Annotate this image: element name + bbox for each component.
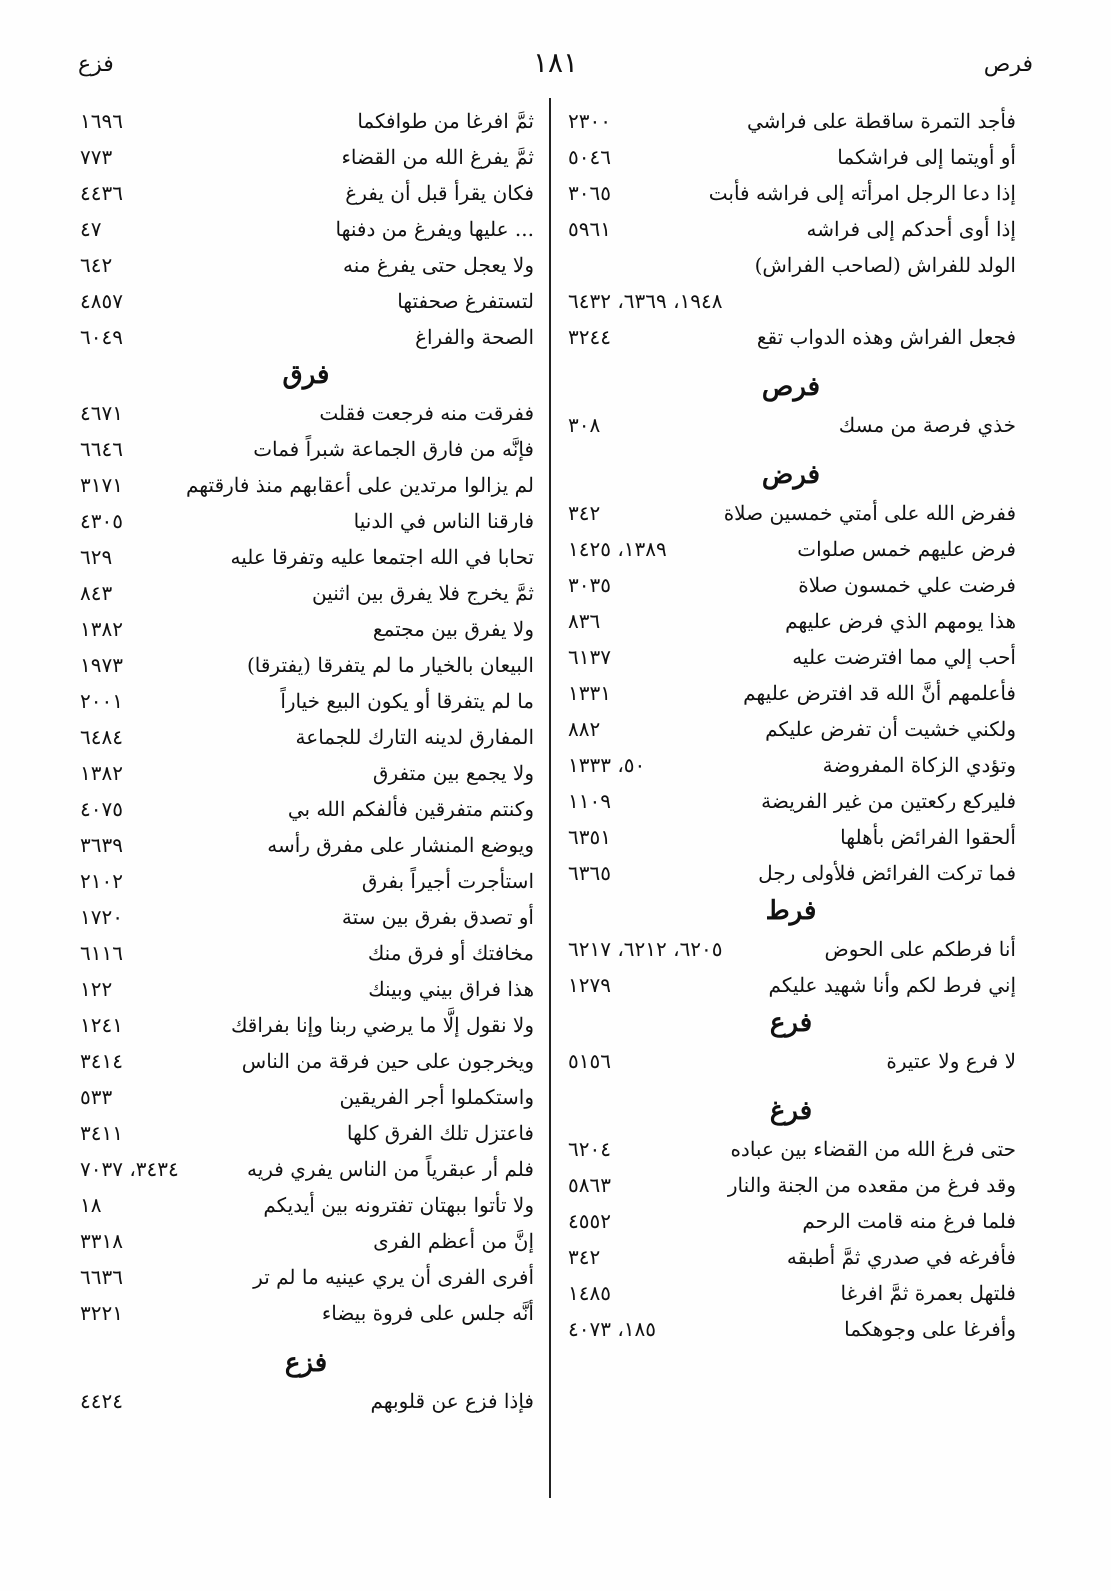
entry-reference: ٦١٣٧ bbox=[568, 645, 611, 669]
running-head-right: فرص bbox=[983, 52, 1033, 77]
entry-text: لم يزالوا مرتدين على أعقابهم منذ فارقتهم bbox=[186, 473, 534, 497]
entry-text: ولا نقول إلَّا ما يرضي ربنا وإنا بفراقك bbox=[230, 1013, 534, 1037]
entry-reference: ١٩٤٨، ٦٣٦٩، ٦٤٣٢ bbox=[568, 289, 723, 313]
entry-reference: ٦٣٦٥ bbox=[568, 861, 611, 885]
entry-reference: ٦٤٨٤ bbox=[80, 725, 123, 749]
entry-text: ولا يجمع بين متفرق bbox=[372, 761, 534, 785]
entry-reference: ٤٧ bbox=[80, 217, 102, 241]
left-column bbox=[78, 103, 534, 1419]
entry-reference: ٣٠٣٥ bbox=[568, 573, 611, 597]
index-entry bbox=[566, 283, 1016, 319]
entry-text: إنَّ من أعظم الفرى bbox=[373, 1229, 534, 1253]
entry-reference: ٣٣١٨ bbox=[80, 1229, 123, 1253]
entry-reference: ٣٤٢ bbox=[568, 1245, 601, 1269]
entry-text: هذا يومهم الذي فرض عليهم bbox=[785, 609, 1016, 633]
entry-reference: ١٣٨٢ bbox=[80, 617, 123, 641]
entry-reference: ١٦٩٦ bbox=[80, 109, 123, 133]
index-entry bbox=[566, 139, 1016, 175]
index-entry bbox=[78, 1295, 534, 1331]
index-entry bbox=[78, 575, 534, 611]
entry-text: ولا تأتوا ببهتان تفترونه بين أيديكم bbox=[263, 1193, 534, 1217]
right-column bbox=[566, 103, 1016, 1347]
entries-fors bbox=[566, 407, 1016, 443]
entry-text: فرضت علي خمسون صلاة bbox=[798, 573, 1016, 597]
index-entry bbox=[566, 211, 1016, 247]
entry-reference: ٨٤٣ bbox=[80, 581, 113, 605]
entry-text: أو أويتما إلى فراشكما bbox=[837, 145, 1016, 169]
entry-reference: ٤٦٧١ bbox=[80, 401, 123, 425]
section-heading: فرط bbox=[765, 896, 817, 926]
entries-far bbox=[566, 1043, 1016, 1079]
index-entry bbox=[566, 531, 1016, 567]
entry-text: حتى فرغ الله من القضاء بين عباده bbox=[730, 1137, 1016, 1161]
entry-reference: ٦٢٩ bbox=[80, 545, 113, 569]
entry-text: فجعل الفراش وهذه الدواب تقع bbox=[756, 325, 1016, 349]
entry-text: خذي فرصة من مسك bbox=[838, 413, 1016, 437]
entry-reference: ١٧٢٠ bbox=[80, 905, 123, 929]
section-heading: فرض bbox=[761, 460, 821, 490]
entry-reference: ١٤٨٥ bbox=[568, 1281, 611, 1305]
index-entry bbox=[78, 1079, 534, 1115]
entry-text: ... عليها ويفرغ من دفنها bbox=[335, 217, 534, 241]
entry-text: إني فرط لكم وأنا شهيد عليكم bbox=[768, 973, 1016, 997]
entry-reference: ١٣٣١ bbox=[568, 681, 611, 705]
index-entry bbox=[78, 1115, 534, 1151]
entry-text: فأجد التمرة ساقطة على فراشي bbox=[746, 109, 1016, 133]
index-entry bbox=[78, 539, 534, 575]
running-head-left: فزع bbox=[78, 52, 114, 77]
entry-text: فرض عليهم خمس صلوات bbox=[797, 537, 1016, 561]
entry-text: فأفرغه في صدري ثمَّ أطبقه bbox=[786, 1245, 1016, 1269]
index-entry bbox=[78, 647, 534, 683]
entry-reference: ٦١١٦ bbox=[80, 941, 123, 965]
entry-text: واستكملوا أجر الفريقين bbox=[339, 1085, 534, 1109]
index-entry bbox=[566, 1275, 1016, 1311]
index-entry bbox=[78, 935, 534, 971]
index-entry bbox=[78, 1007, 534, 1043]
index-entry bbox=[566, 855, 1016, 891]
index-entry bbox=[78, 103, 534, 139]
entry-text: ولا يعجل حتى يفرغ منه bbox=[343, 253, 534, 277]
index-entry bbox=[566, 1239, 1016, 1275]
index-entry bbox=[566, 1043, 1016, 1079]
entry-reference: ٣٤٣٤، ٧٠٣٧ bbox=[80, 1157, 179, 1181]
index-entry bbox=[566, 783, 1016, 819]
entry-text: وتؤدي الزكاة المفروضة bbox=[822, 753, 1016, 777]
index-entry bbox=[78, 319, 534, 355]
entry-reference: ١٢٧٩ bbox=[568, 973, 611, 997]
index-entry bbox=[566, 567, 1016, 603]
entry-reference: ٣١٧١ bbox=[80, 473, 123, 497]
index-entry bbox=[566, 175, 1016, 211]
entry-text: فأعلمهم أنَّ الله قد افترض عليهم bbox=[743, 681, 1016, 705]
entry-text: ولا يفرق بين مجتمع bbox=[372, 617, 534, 641]
entry-text: البيعان بالخيار ما لم يتفرقا (يفترقا) bbox=[246, 653, 534, 677]
entry-text: ثمَّ يخرج فلا يفرق بين اثنين bbox=[311, 581, 534, 605]
entry-text: إذا دعا الرجل امرأته إلى فراشه فأبت bbox=[708, 181, 1016, 205]
entry-text: هذا فراق بيني وبينك bbox=[368, 977, 534, 1001]
entry-text: أفرى الفرى أن يري عينيه ما لم تر bbox=[253, 1265, 534, 1289]
entry-text: فاعتزل تلك الفرق كلها bbox=[346, 1121, 534, 1145]
entry-text: تحابا في الله اجتمعا عليه وتفرقا عليه bbox=[230, 545, 534, 569]
entry-text: إذا أوى أحدكم إلى فراشه bbox=[806, 217, 1016, 241]
index-entry bbox=[566, 747, 1016, 783]
index-entry bbox=[78, 791, 534, 827]
index-entry bbox=[78, 211, 534, 247]
entries-farag-cont bbox=[78, 103, 534, 355]
entry-reference: ٦٢٠٥، ٦٢١٢، ٦٢١٧ bbox=[568, 937, 723, 961]
index-entry bbox=[78, 139, 534, 175]
entry-text: المفارق لدينه التارك للجماعة bbox=[295, 725, 534, 749]
entries-fart bbox=[566, 931, 1016, 1003]
index-entry bbox=[566, 103, 1016, 139]
entry-reference: ٦٠٤٩ bbox=[80, 325, 123, 349]
entry-reference: ٥١٥٦ bbox=[568, 1049, 611, 1073]
entry-text: فلما فرغ منه قامت الرحم bbox=[802, 1209, 1016, 1233]
entry-reference: ٧٧٣ bbox=[80, 145, 113, 169]
entry-reference: ٦٦٤٦ bbox=[80, 437, 123, 461]
entry-reference: ٢٣٠٠ bbox=[568, 109, 611, 133]
index-entry bbox=[78, 683, 534, 719]
entry-text: فما تركت الفرائض فلأولى رجل bbox=[758, 861, 1016, 885]
entry-reference: ٦٢٠٤ bbox=[568, 1137, 611, 1161]
entry-text: وكنتم متفرقين فألفكم الله بي bbox=[287, 797, 534, 821]
index-entry bbox=[78, 1383, 534, 1419]
index-entry bbox=[78, 719, 534, 755]
entry-reference: ٦٤٢ bbox=[80, 253, 113, 277]
entry-reference: ٢٠٠١ bbox=[80, 689, 123, 713]
index-entry bbox=[566, 1311, 1016, 1347]
index-entry bbox=[566, 967, 1016, 1003]
entry-reference: ٥٠٤٦ bbox=[568, 145, 611, 169]
entries-faza bbox=[78, 1383, 534, 1419]
entry-text: ويوضع المنشار على مفرق رأسه bbox=[267, 833, 534, 857]
page-number: ١٨١ bbox=[532, 46, 579, 79]
column-divider bbox=[549, 98, 551, 1498]
entry-text: فكان يقرأ قبل أن يفرغ bbox=[345, 181, 534, 205]
index-entry bbox=[566, 603, 1016, 639]
index-entry bbox=[78, 611, 534, 647]
index-entry bbox=[566, 407, 1016, 443]
index-entry bbox=[78, 755, 534, 791]
entry-reference: ٤٤٣٦ bbox=[80, 181, 123, 205]
entry-reference: ١٢٤١ bbox=[80, 1013, 123, 1037]
entry-reference: ٤٨٥٧ bbox=[80, 289, 123, 313]
entry-reference: ٣٤٢ bbox=[568, 501, 601, 525]
index-entry bbox=[78, 467, 534, 503]
entries-fard bbox=[566, 495, 1016, 891]
entry-reference: ١٢٢ bbox=[80, 977, 113, 1001]
index-entry bbox=[566, 931, 1016, 967]
entry-text: فإذا فزع عن قلوبهم bbox=[370, 1389, 534, 1413]
index-entry bbox=[566, 247, 1016, 283]
index-entry bbox=[78, 247, 534, 283]
entry-reference: ١٨٥، ٤٠٧٣ bbox=[568, 1317, 657, 1341]
entry-reference: ٥٩٦١ bbox=[568, 217, 611, 241]
index-entry bbox=[566, 1203, 1016, 1239]
index-entry bbox=[78, 283, 534, 319]
section-heading: فرع bbox=[769, 1008, 813, 1038]
index-entry bbox=[78, 175, 534, 211]
entries-farag bbox=[566, 1131, 1016, 1347]
entry-reference: ٣٤١٤ bbox=[80, 1049, 123, 1073]
index-entry bbox=[566, 639, 1016, 675]
index-entry bbox=[78, 863, 534, 899]
entry-text: استأجرت أجيراً بفرق bbox=[361, 869, 534, 893]
index-entry bbox=[78, 503, 534, 539]
index-entry bbox=[78, 1259, 534, 1295]
entry-text: ما لم يتفرقا أو يكون البيع خياراً bbox=[280, 689, 534, 713]
entry-reference: ١١٠٩ bbox=[568, 789, 611, 813]
entry-text: ولكني خشيت أن تفرض عليكم bbox=[765, 717, 1016, 741]
index-entry bbox=[78, 899, 534, 935]
entry-reference: ٣٢٤٤ bbox=[568, 325, 611, 349]
entry-reference: ٥٨٦٣ bbox=[568, 1173, 611, 1197]
index-entry bbox=[566, 495, 1016, 531]
entry-text: أحب إلي مما افترضت عليه bbox=[792, 645, 1016, 669]
index-entry bbox=[78, 1187, 534, 1223]
entries-farq bbox=[78, 395, 534, 1331]
entry-text: ففرقت منه فرجعت فقلت bbox=[319, 401, 534, 425]
entry-text: ثمَّ يفرغ الله من القضاء bbox=[341, 145, 534, 169]
entry-text: وقد فرغ من مقعده من الجنة والنار bbox=[727, 1173, 1016, 1197]
entry-reference: ٨٨٢ bbox=[568, 717, 601, 741]
entry-reference: ٥٣٣ bbox=[80, 1085, 113, 1109]
entry-reference: ١٣٨٢ bbox=[80, 761, 123, 785]
entry-text: أنَّه جلس على فروة بيضاء bbox=[321, 1301, 534, 1325]
entry-text: الصحة والفراغ bbox=[415, 325, 534, 349]
index-entry bbox=[566, 711, 1016, 747]
section-heading: فزع bbox=[284, 1348, 328, 1378]
entry-reference: ٦٦٣٦ bbox=[80, 1265, 123, 1289]
entry-text: الولد للفراش (لصاحب الفراش) bbox=[754, 253, 1016, 277]
index-entry bbox=[566, 1167, 1016, 1203]
entry-text: فإنَّه من فارق الجماعة شبراً فمات bbox=[253, 437, 534, 461]
entry-text: ألحقوا الفرائض بأهلها bbox=[840, 825, 1016, 849]
index-entry bbox=[78, 1223, 534, 1259]
entry-text: فلتهل بعمرة ثمَّ افرغا bbox=[840, 1281, 1016, 1305]
section-heading: فرص bbox=[761, 372, 821, 402]
entry-reference: ٣٦٣٩ bbox=[80, 833, 123, 857]
index-entry bbox=[78, 971, 534, 1007]
entry-text: لا فرع ولا عتيرة bbox=[886, 1049, 1016, 1073]
entry-text: فليركع ركعتين من غير الفريضة bbox=[761, 789, 1016, 813]
entry-reference: ٦٣٥١ bbox=[568, 825, 611, 849]
entry-reference: ٤٤٢٤ bbox=[80, 1389, 123, 1413]
entry-text: ففرض الله على أمتي خمسين صلاة bbox=[723, 501, 1016, 525]
entry-reference: ٥٠، ١٣٣٣ bbox=[568, 753, 646, 777]
entry-reference: ٣٠٨ bbox=[568, 413, 601, 437]
section-heading: فرق bbox=[282, 360, 330, 390]
entry-reference: ٢١٠٢ bbox=[80, 869, 123, 893]
index-entry bbox=[78, 1151, 534, 1187]
entry-reference: ٣٠٦٥ bbox=[568, 181, 611, 205]
entry-reference: ٤٣٠٥ bbox=[80, 509, 123, 533]
index-entry bbox=[566, 819, 1016, 855]
entry-text: مخافتك أو فرق منك bbox=[367, 941, 534, 965]
entry-text: أنا فرطكم على الحوض bbox=[824, 937, 1016, 961]
index-entry bbox=[566, 1131, 1016, 1167]
index-entry bbox=[78, 1043, 534, 1079]
section-heading: فرغ bbox=[769, 1096, 813, 1126]
entry-reference: ٣٢٢١ bbox=[80, 1301, 123, 1325]
entry-reference: ٨٣٦ bbox=[568, 609, 601, 633]
entry-reference: ٣٤١١ bbox=[80, 1121, 123, 1145]
entry-text: أو تصدق بفرق بين ستة bbox=[341, 905, 534, 929]
entry-text: ويخرجون على حين فرقة من الناس bbox=[241, 1049, 534, 1073]
index-entry bbox=[78, 827, 534, 863]
entry-text: فارقنا الناس في الدنيا bbox=[353, 509, 534, 533]
entry-text: لتستفرغ صحفتها bbox=[397, 289, 534, 313]
index-entry bbox=[566, 675, 1016, 711]
entry-reference: ١٩٧٣ bbox=[80, 653, 123, 677]
index-entry bbox=[566, 319, 1016, 355]
entry-text: وأفرغا على وجوهكما bbox=[844, 1317, 1016, 1341]
entry-text: فلم أر عبقرياً من الناس يفري فريه bbox=[246, 1157, 534, 1181]
entry-reference: ٤٠٧٥ bbox=[80, 797, 123, 821]
entry-reference: ٤٥٥٢ bbox=[568, 1209, 611, 1233]
index-entry bbox=[78, 431, 534, 467]
entry-reference: ١٨ bbox=[80, 1193, 102, 1217]
index-entry bbox=[78, 395, 534, 431]
entry-text: ثمَّ افرغا من طوافكما bbox=[357, 109, 534, 133]
entry-reference: ١٣٨٩، ١٤٢٥ bbox=[568, 537, 667, 561]
entries-faras bbox=[566, 103, 1016, 355]
